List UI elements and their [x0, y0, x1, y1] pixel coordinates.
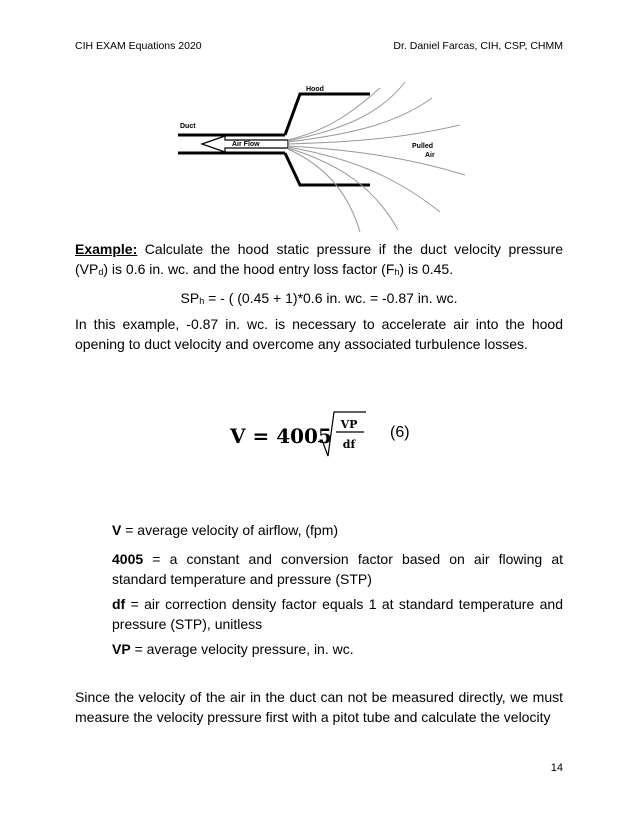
example-sub-d: d: [98, 266, 104, 277]
equation-number: (6): [390, 424, 410, 441]
definition-df: [112, 595, 563, 634]
example-text-b: ) is 0.6 in. wc. and the hood entry loss factor (F: [103, 260, 395, 277]
header-right: Dr. Daniel Farcas, CIH, CSP, CHMM: [393, 40, 563, 52]
explanation-paragraph: In this example, -0.87 in. wc. is necessary to accelerate air into the hood opening to duct velocity and overcome any associated turbulence losses.: [75, 316, 563, 352]
example-text-c: ) is 0.45.: [399, 260, 454, 277]
def-text: = a constant and conversion factor based on air flowing at standard temperature and pressure (STP): [112, 551, 563, 587]
air-flow-label: Air Flow: [232, 141, 260, 148]
formula-denominator: df: [342, 438, 356, 451]
def-text: = average velocity of airflow, (fpm): [121, 522, 339, 538]
formula-lhs: V = 4005: [230, 424, 332, 448]
sp-symbol: SP: [180, 290, 200, 306]
example-paragraph: [75, 240, 563, 282]
hood-upper-flange: [285, 94, 370, 135]
def-term: 4005: [112, 551, 144, 567]
example-label: Example:: [75, 241, 138, 257]
def-term: df: [112, 596, 126, 612]
sp-equation: [75, 290, 563, 306]
hood-lower-flange: [285, 153, 370, 185]
air-label: Air: [425, 152, 435, 159]
definition-4005: [112, 550, 563, 589]
def-term: VP: [112, 641, 131, 657]
def-term: V: [112, 522, 122, 538]
def-text: = air correction density factor equals 1 at standard temperature and pressure (STP), unitless: [112, 596, 563, 632]
example-text-a: Calculate the hood static pressure if the duct velocity pressure (VP: [75, 241, 563, 277]
page-number: 14: [550, 762, 563, 774]
definition-v: [112, 521, 563, 541]
duct-label: Duct: [180, 123, 196, 130]
sp-subscript: h: [199, 296, 205, 306]
sp-expression: = - ( (0.45 + 1)*0.6 in. wc. = -0.87 in. wc.: [204, 290, 458, 306]
pulled-label: Pulled: [412, 143, 434, 150]
closing-paragraph: Since the velocity of the air in the duct can not be measured directly, we must measure the velocity pressure first with a pitot tube and calculate the velocity: [75, 689, 563, 725]
example-sub-h: h: [394, 266, 400, 277]
formula-numerator: VP: [340, 418, 358, 431]
def-text: = average velocity pressure, in. wc.: [130, 641, 354, 657]
definition-vp: [112, 640, 563, 660]
hood-label: Hood: [306, 86, 324, 93]
header-left: CIH EXAM Equations 2020: [75, 40, 202, 52]
hood-duct-diagram: [170, 80, 480, 235]
pulled-air-streamlines: [288, 82, 465, 232]
